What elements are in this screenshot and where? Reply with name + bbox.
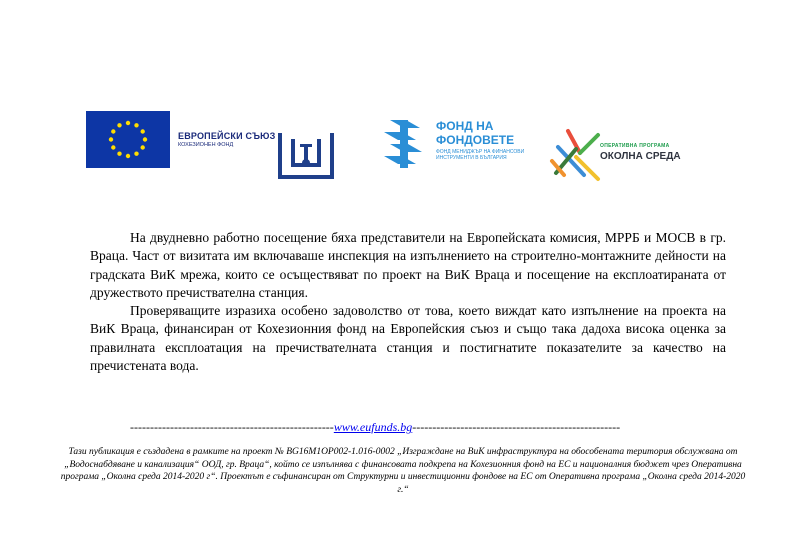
- vik-logo-icon: [276, 133, 336, 183]
- article-body: [90, 229, 726, 375]
- eufunds-link[interactable]: www.eufunds.bg: [333, 420, 413, 434]
- fof-subtitle: ФОНД МЕНИДЖЪР НА ФИНАНСОВИ ИНСТРУМЕНТИ В БЪЛГАРИЯ: [436, 149, 525, 161]
- paragraph-1: На двудневно работно посещение бяха представители на Европейската комисия, МРРБ и МОСВ в гр. Враца. Част от визитата им включаваше инспекция на изпълнението на строително-монтажните дейности на градската ВиК мрежа, които се осъществяват по проект на ВиК Враца и посещение на експлоатираната от дружеството пречиствателна станция.: [90, 230, 726, 300]
- op-label: ОПЕРАТИВНА ПРОГРАМА: [600, 143, 670, 149]
- fof-title-line1: ФОНД НА: [436, 119, 494, 133]
- fof-title-line2: ФОНДОВЕТЕ: [436, 133, 515, 147]
- dashes-left: ---------------------------------------------------: [130, 420, 334, 434]
- fund-of-funds-icon: [380, 116, 430, 171]
- eu-fund-label: КОХЕЗИОНЕН ФОНД: [178, 142, 234, 148]
- op-name: ОКОЛНА СРЕДА: [600, 151, 681, 162]
- footer-link-line: [130, 420, 690, 435]
- paragraph-2: Проверяващите изразиха особено задоволство от това, което виждат като изпълнение на проекта на ВиК Враца, финансиран от Кохезионния фонд на Европейския съюз и също така дадоха висока оценка за правилната експлоатация на пречиствателната станция и постигнатите показателите за качество на пречистената вода.: [90, 303, 726, 374]
- logo-bar: [0, 100, 800, 190]
- eu-flag-icon: [86, 111, 170, 168]
- environment-program-icon: [546, 127, 602, 183]
- publication-note: Тази публикация е създадена в рамките на проект № BG16M1OP002-1.016-0002 „Изграждане на ВиК инфраструктура на обособената територия обслужвана от „Водоснабдяване и канализация“ ООД, гр. Враца“, който се изпълнява с финансовата подкрепа на Кохезионния фонд на ЕС и националния бюджет чрез Оперативна програма „Околна среда 2014-2020 г“. Проектът е съфинансиран от Структурни и инвестиционни фондове на ЕС от Оперативна програма „Околна среда 2014-2020 г.“: [60, 447, 746, 495]
- eu-union-label: ЕВРОПЕЙСКИ СЪЮЗ: [178, 131, 276, 141]
- dashes-right: ----------------------------------------------------: [412, 420, 621, 434]
